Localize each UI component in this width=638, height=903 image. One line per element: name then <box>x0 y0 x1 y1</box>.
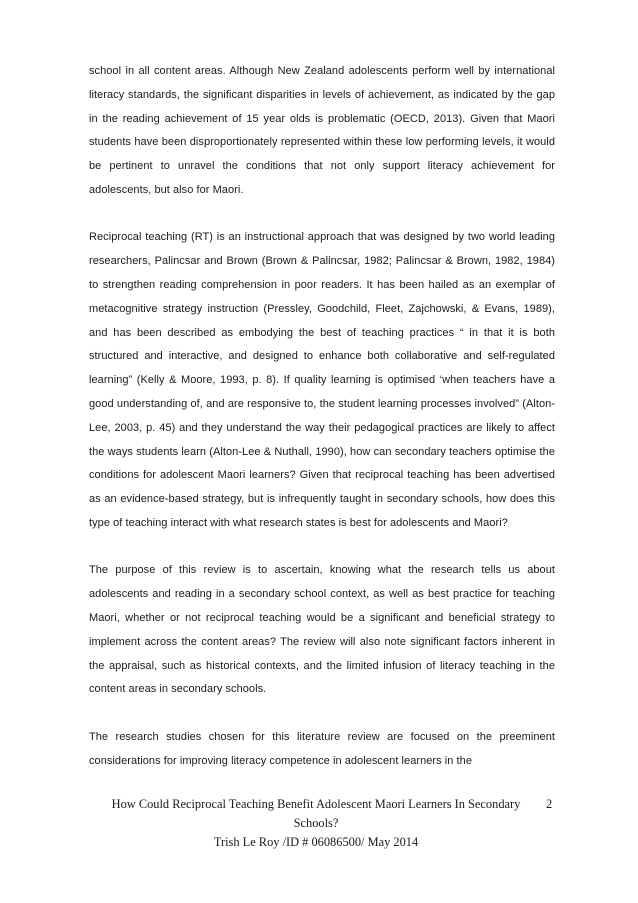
page-number: 2 <box>546 797 553 811</box>
footer-author-line: Trish Le Roy /ID # 06086500/ May 2014 <box>213 834 419 849</box>
paragraph-3: The purpose of this review is to ascertain, knowing what the research tells us about adolescents and reading in a secondary school context, as well as best practice for teaching Maori, whether or not reciprocal teaching would be a significant and beneficial strategy to implement across the content areas? The review will also note significant factors inherent in the appraisal, such as historical contexts, and the limited infusion of literacy teaching in the content areas in secondary schools. <box>89 564 555 696</box>
paragraph-2: Reciprocal teaching (RT) is an instructional approach that was designed by two world leading researchers, Palincsar and Brown (Brown & Palincsar, 1982; Palincsar & Brown, 1982, 1984) to strengthen reading comprehension in poor readers. It has been hailed as an exemplar of metacognitive strategy instruction (Pressley, Goodchild, Fleet, Zajchowski, & Evans, 1989), and has been described as embodying the best of teaching practices “ in that it is both structured and interactive, and designed to enhance both collaborative and self-regulated learning” (Kelly & Moore, 1993, p. 8). If quality learning is optimised ‘when teachers have a good understanding of, and are responsive to, the student learning processes involved” (Alton-Lee, 2003, p. 45) and they understand the way their pedagogical practices are likely to affect the ways students learn (Alton-Lee & Nuthall, 1990), how can secondary teachers optimise the conditions for adolescent Maori learners? Given that reciprocal teaching has been advertised as an evidence-based strategy, but is infrequently taught in secondary schools, how does this type of teaching interact with what research states is best for adolescents and Maori? <box>89 231 555 529</box>
paragraph-4: The research studies chosen for this literature review are focused on the preeminent considerations for improving literacy competence in adolescent learners in the <box>89 730 555 767</box>
footer-title: How Could Reciprocal Teaching Benefit Adolescent Maori Learners In Secondary Schools? <box>111 797 521 830</box>
body-text <box>89 60 555 773</box>
paragraph-1: school in all content areas. Although New Zealand adolescents perform well by international literacy standards, the significant disparities in levels of achievement, as indicated by the gap in the reading achievement of 15 year olds is problematic (OECD, 2013). Given that Maori students have been disproportionately represented within these low performing levels, it would be pertinent to unravel the conditions that not only support literacy achievement for adolescents, but also for Maori. <box>89 65 555 196</box>
